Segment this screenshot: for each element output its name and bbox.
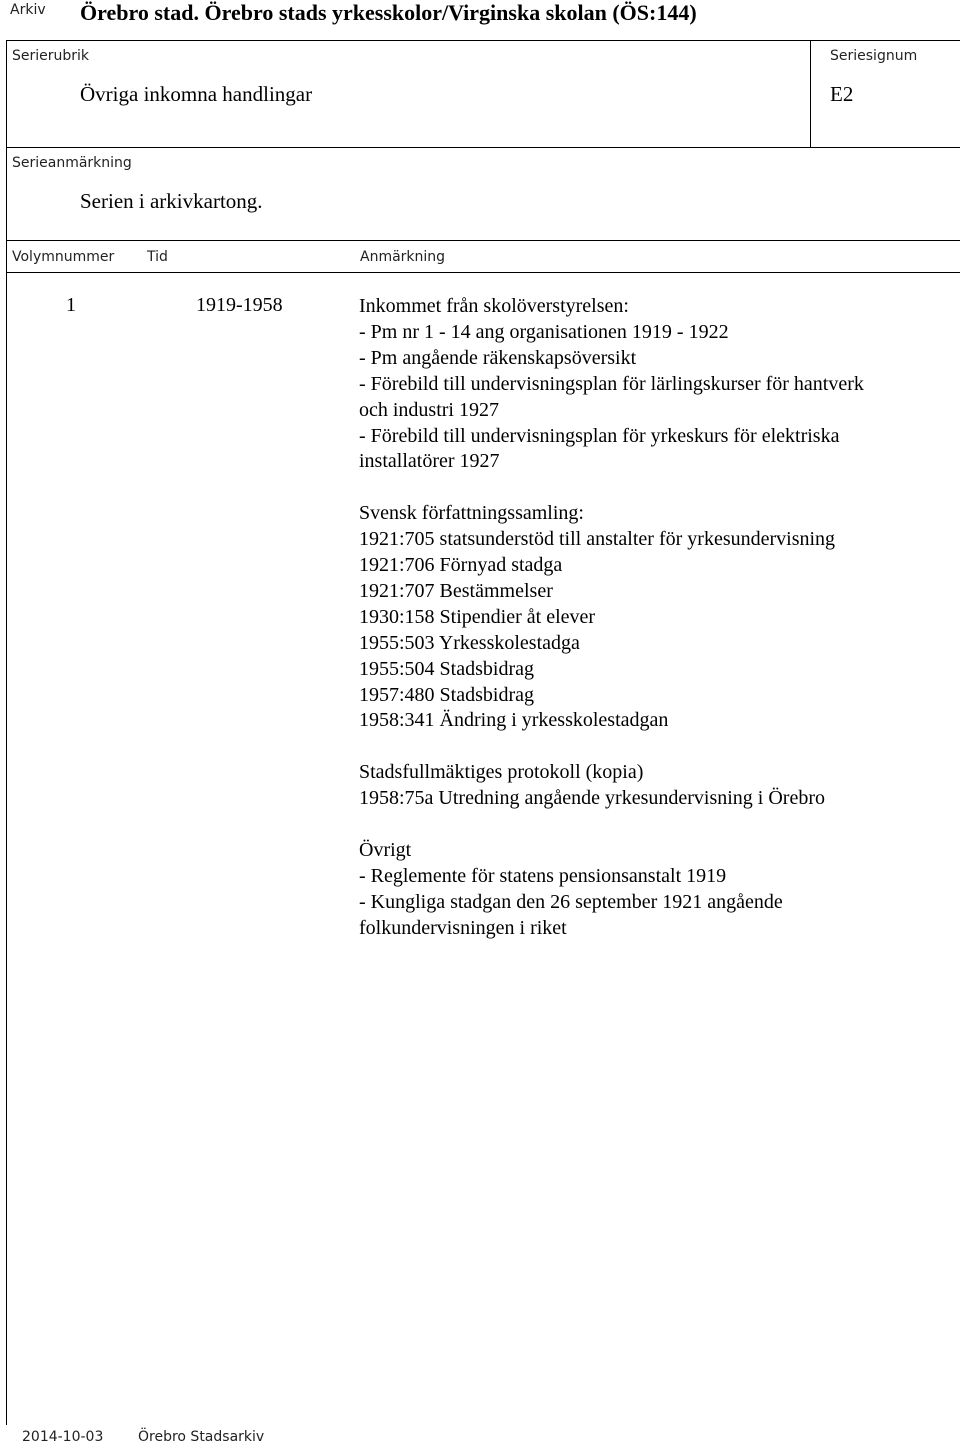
remark-line: - Förebild till undervisningsplan för lärlingskurser för hantverk <box>359 372 864 395</box>
volume-time: 1919-1958 <box>196 294 283 316</box>
remark-line: 1930:158 Stipendier åt elever <box>359 605 596 628</box>
series-signum-value: E2 <box>830 82 854 106</box>
remark-line: 1921:706 Förnyad stadga <box>359 554 563 577</box>
archive-title: Örebro stad. Örebro stads yrkesskolor/Virginska skolan (ÖS:144) <box>80 0 697 25</box>
series-heading-label: Serierubrik <box>12 48 90 64</box>
column-header-remark: Anmärkning <box>360 249 446 265</box>
column-header-volume: Volymnummer <box>12 249 115 265</box>
remark-spacer <box>359 812 949 838</box>
series-divider <box>6 147 960 148</box>
remark-line: 1955:503 Yrkesskolestadga <box>359 631 580 654</box>
form-frame-left <box>6 40 7 1425</box>
remark-line: - Reglemente för statens pensionsanstalt 1919 <box>359 864 727 887</box>
remark-line: - Pm nr 1 - 14 ang organisationen 1919 - 1922 <box>359 320 729 343</box>
series-note-label: Serieanmärkning <box>12 155 132 171</box>
remark-line: 1958:341 Ändring i yrkesskolestadgan <box>359 709 669 732</box>
remark-line: Inkommet från skolöverstyrelsen: <box>359 295 629 317</box>
remark-line: 1958:75a Utredning angående yrkesundervisning i Örebro <box>359 787 825 810</box>
signum-divider <box>810 40 811 147</box>
footer-date: 2014-10-03 <box>22 1429 104 1445</box>
form-frame-top <box>6 40 960 41</box>
remark-line: Svensk författningssamling: <box>359 502 584 525</box>
remark-line: 1957:480 Stadsbidrag <box>359 683 534 706</box>
series-note-value: Serien i arkivkartong. <box>80 189 263 213</box>
remark-line: installatörer 1927 <box>359 450 500 473</box>
column-header-divider <box>6 272 960 273</box>
series-heading-value: Övriga inkomna handlingar <box>80 82 313 106</box>
volume-number: 1 <box>66 294 76 316</box>
footer-organization: Örebro Stadsarkiv <box>138 1429 265 1445</box>
column-header-time: Tid <box>147 249 168 265</box>
archive-label: Arkiv <box>10 2 46 18</box>
remark-spacer <box>359 475 949 501</box>
columns-divider <box>6 240 960 241</box>
volume-remark <box>359 294 949 942</box>
remark-line: 1955:504 Stadsbidrag <box>359 657 534 680</box>
remark-line: - Pm angående räkenskapsöversikt <box>359 346 637 369</box>
remark-spacer <box>359 734 949 760</box>
remark-line: - Förebild till undervisningsplan för yrkeskurs för elektriska <box>359 424 840 447</box>
remark-line: - Kungliga stadgan den 26 september 1921 angående <box>359 890 783 913</box>
series-signum-label: Seriesignum <box>830 48 918 64</box>
remark-line: Stadsfullmäktiges protokoll (kopia) <box>359 761 644 784</box>
remark-line: 1921:705 statsunderstöd till anstalter för yrkesundervisning <box>359 528 836 551</box>
remark-line: Övrigt <box>359 838 412 861</box>
remark-line: och industri 1927 <box>359 398 499 421</box>
remark-line: folkundervisningen i riket <box>359 916 567 939</box>
remark-line: 1921:707 Bestämmelser <box>359 579 553 602</box>
